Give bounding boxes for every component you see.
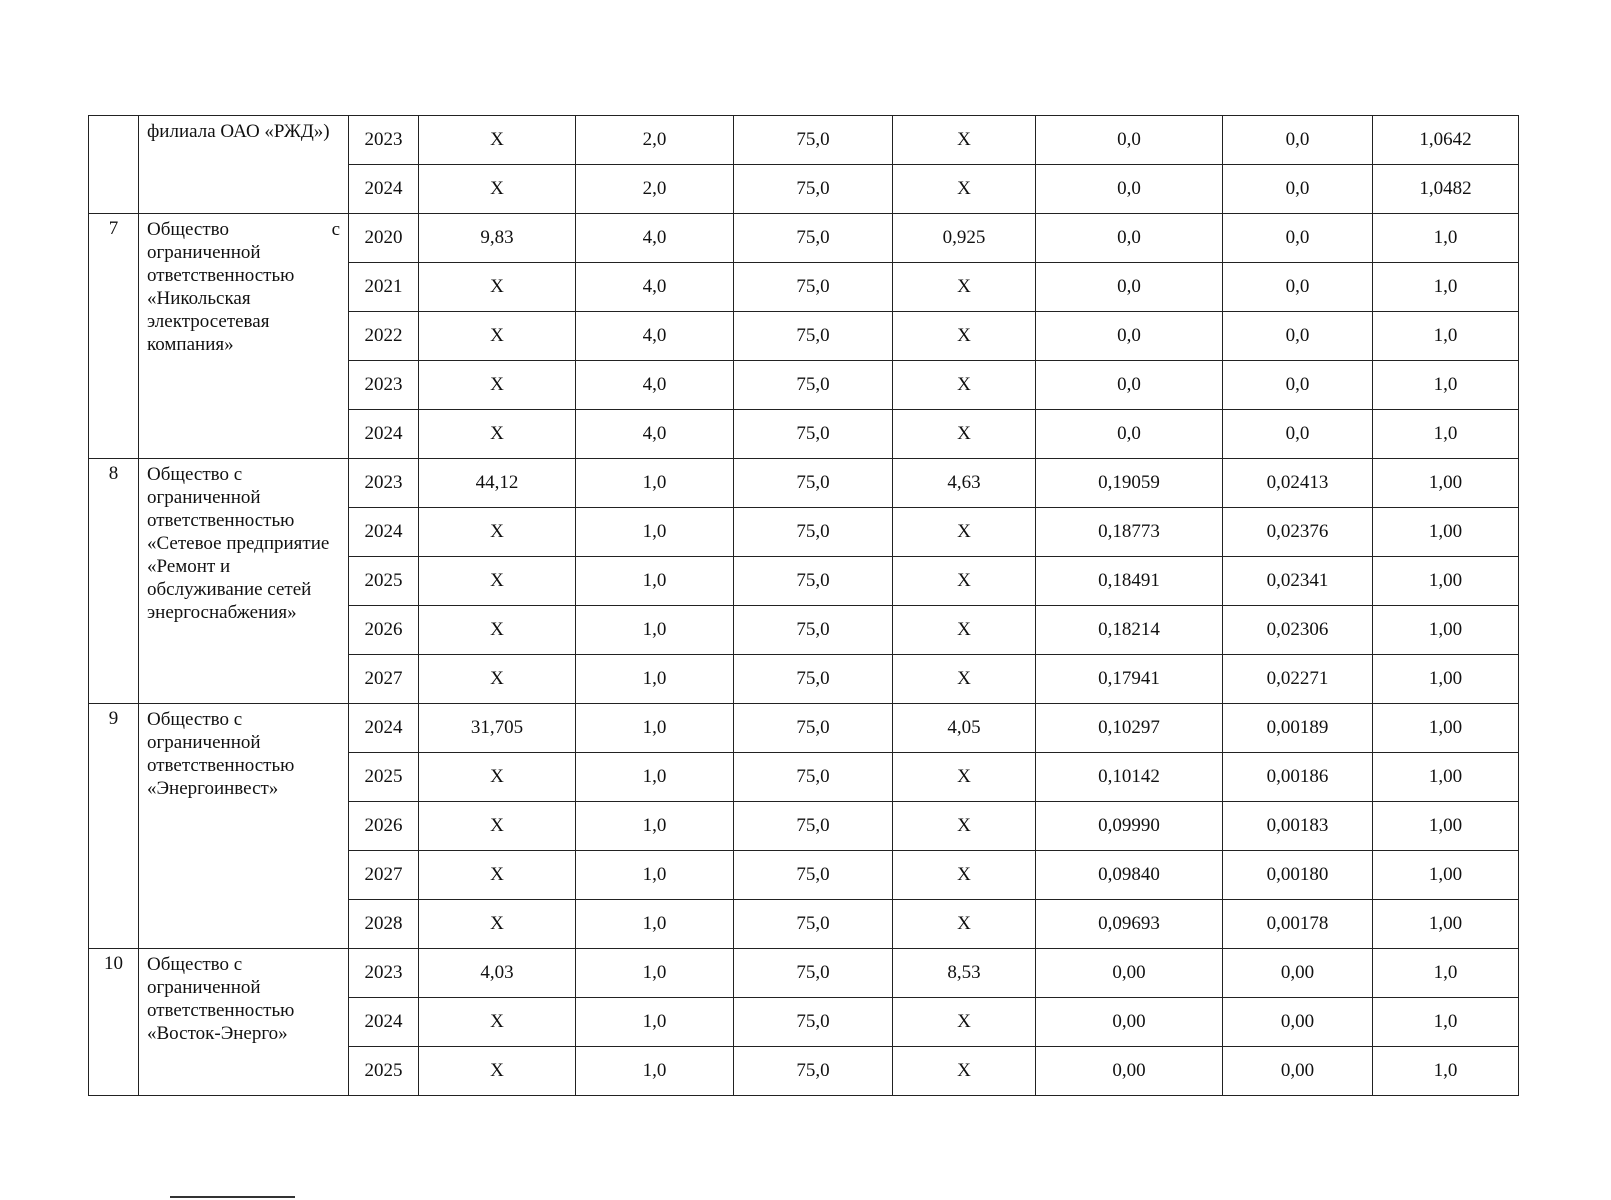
value-cell-1: 9,83 <box>419 214 576 263</box>
value-cell-6: 0,00186 <box>1223 753 1373 802</box>
value-cell-3: 75,0 <box>734 655 893 704</box>
value-cell-4: Х <box>893 508 1036 557</box>
value-cell-5: 0,0 <box>1036 312 1223 361</box>
value-cell-5: 0,0 <box>1036 165 1223 214</box>
value-cell-1: Х <box>419 802 576 851</box>
value-cell-2: 1,0 <box>576 1047 734 1096</box>
value-cell-7: 1,00 <box>1373 802 1519 851</box>
tariff-parameters-table <box>88 115 1519 1096</box>
year-cell: 2024 <box>349 998 419 1047</box>
value-cell-2: 4,0 <box>576 312 734 361</box>
value-cell-6: 0,00189 <box>1223 704 1373 753</box>
value-cell-7: 1,0 <box>1373 312 1519 361</box>
row-number-cell: 10 <box>89 949 139 1096</box>
value-cell-6: 0,02271 <box>1223 655 1373 704</box>
value-cell-5: 0,00 <box>1036 1047 1223 1096</box>
year-cell: 2022 <box>349 312 419 361</box>
year-cell: 2023 <box>349 361 419 410</box>
value-cell-7: 1,0 <box>1373 410 1519 459</box>
year-cell: 2024 <box>349 410 419 459</box>
value-cell-2: 1,0 <box>576 851 734 900</box>
value-cell-7: 1,0642 <box>1373 116 1519 165</box>
value-cell-1: 44,12 <box>419 459 576 508</box>
value-cell-3: 75,0 <box>734 165 893 214</box>
value-cell-2: 1,0 <box>576 606 734 655</box>
value-cell-5: 0,0 <box>1036 116 1223 165</box>
table-row <box>89 116 1519 165</box>
value-cell-4: Х <box>893 998 1036 1047</box>
value-cell-1: Х <box>419 1047 576 1096</box>
value-cell-3: 75,0 <box>734 998 893 1047</box>
value-cell-5: 0,17941 <box>1036 655 1223 704</box>
value-cell-4: Х <box>893 263 1036 312</box>
value-cell-5: 0,10297 <box>1036 704 1223 753</box>
value-cell-7: 1,00 <box>1373 704 1519 753</box>
row-number-cell <box>89 116 139 214</box>
value-cell-2: 2,0 <box>576 116 734 165</box>
value-cell-1: Х <box>419 116 576 165</box>
value-cell-7: 1,00 <box>1373 900 1519 949</box>
value-cell-3: 75,0 <box>734 410 893 459</box>
value-cell-7: 1,00 <box>1373 606 1519 655</box>
value-cell-5: 0,0 <box>1036 410 1223 459</box>
value-cell-3: 75,0 <box>734 312 893 361</box>
value-cell-3: 75,0 <box>734 361 893 410</box>
value-cell-6: 0,0 <box>1223 214 1373 263</box>
value-cell-4: Х <box>893 1047 1036 1096</box>
value-cell-7: 1,0 <box>1373 949 1519 998</box>
value-cell-6: 0,02341 <box>1223 557 1373 606</box>
value-cell-1: Х <box>419 900 576 949</box>
value-cell-6: 0,0 <box>1223 312 1373 361</box>
value-cell-2: 2,0 <box>576 165 734 214</box>
value-cell-7: 1,0 <box>1373 998 1519 1047</box>
value-cell-5: 0,18214 <box>1036 606 1223 655</box>
value-cell-3: 75,0 <box>734 900 893 949</box>
value-cell-7: 1,0 <box>1373 1047 1519 1096</box>
value-cell-7: 1,00 <box>1373 753 1519 802</box>
value-cell-2: 4,0 <box>576 410 734 459</box>
value-cell-7: 1,00 <box>1373 508 1519 557</box>
year-cell: 2024 <box>349 508 419 557</box>
value-cell-3: 75,0 <box>734 459 893 508</box>
year-cell: 2023 <box>349 459 419 508</box>
year-cell: 2023 <box>349 116 419 165</box>
value-cell-1: Х <box>419 753 576 802</box>
value-cell-1: Х <box>419 851 576 900</box>
value-cell-6: 0,0 <box>1223 263 1373 312</box>
value-cell-1: Х <box>419 655 576 704</box>
organization-name-cell: Общество с ограниченной ответственностью «Энергоинвест» <box>139 704 349 949</box>
value-cell-1: Х <box>419 263 576 312</box>
year-cell: 2027 <box>349 655 419 704</box>
value-cell-2: 4,0 <box>576 214 734 263</box>
value-cell-4: Х <box>893 557 1036 606</box>
value-cell-2: 1,0 <box>576 802 734 851</box>
value-cell-4: Х <box>893 802 1036 851</box>
value-cell-1: 4,03 <box>419 949 576 998</box>
value-cell-5: 0,09693 <box>1036 900 1223 949</box>
value-cell-1: Х <box>419 508 576 557</box>
value-cell-7: 1,00 <box>1373 557 1519 606</box>
value-cell-6: 0,00 <box>1223 1047 1373 1096</box>
value-cell-4: Х <box>893 606 1036 655</box>
row-number-cell: 7 <box>89 214 139 459</box>
value-cell-3: 75,0 <box>734 753 893 802</box>
value-cell-1: 31,705 <box>419 704 576 753</box>
value-cell-2: 4,0 <box>576 361 734 410</box>
value-cell-1: Х <box>419 361 576 410</box>
value-cell-4: Х <box>893 900 1036 949</box>
year-cell: 2025 <box>349 1047 419 1096</box>
value-cell-5: 0,09990 <box>1036 802 1223 851</box>
value-cell-4: Х <box>893 361 1036 410</box>
value-cell-4: Х <box>893 410 1036 459</box>
value-cell-7: 1,00 <box>1373 851 1519 900</box>
year-cell: 2025 <box>349 753 419 802</box>
value-cell-6: 0,00 <box>1223 949 1373 998</box>
value-cell-3: 75,0 <box>734 851 893 900</box>
value-cell-5: 0,00 <box>1036 998 1223 1047</box>
year-cell: 2026 <box>349 606 419 655</box>
value-cell-6: 0,0 <box>1223 361 1373 410</box>
value-cell-5: 0,00 <box>1036 949 1223 998</box>
value-cell-6: 0,0 <box>1223 165 1373 214</box>
year-cell: 2020 <box>349 214 419 263</box>
value-cell-4: Х <box>893 753 1036 802</box>
value-cell-4: 8,53 <box>893 949 1036 998</box>
value-cell-4: Х <box>893 116 1036 165</box>
value-cell-2: 1,0 <box>576 508 734 557</box>
value-cell-6: 0,02413 <box>1223 459 1373 508</box>
value-cell-4: Х <box>893 851 1036 900</box>
year-cell: 2028 <box>349 900 419 949</box>
value-cell-6: 0,00 <box>1223 998 1373 1047</box>
value-cell-6: 0,02306 <box>1223 606 1373 655</box>
value-cell-6: 0,02376 <box>1223 508 1373 557</box>
value-cell-6: 0,00180 <box>1223 851 1373 900</box>
value-cell-5: 0,18491 <box>1036 557 1223 606</box>
value-cell-4: 4,05 <box>893 704 1036 753</box>
value-cell-4: Х <box>893 312 1036 361</box>
value-cell-3: 75,0 <box>734 116 893 165</box>
value-cell-7: 1,00 <box>1373 459 1519 508</box>
value-cell-3: 75,0 <box>734 704 893 753</box>
bottom-rule <box>170 1196 295 1198</box>
table-row <box>89 704 1519 753</box>
value-cell-2: 1,0 <box>576 753 734 802</box>
organization-name-cell: филиала ОАО «РЖД») <box>139 116 349 214</box>
value-cell-2: 1,0 <box>576 998 734 1047</box>
value-cell-5: 0,0 <box>1036 263 1223 312</box>
value-cell-2: 1,0 <box>576 900 734 949</box>
row-number-cell: 9 <box>89 704 139 949</box>
table-row <box>89 949 1519 998</box>
value-cell-1: Х <box>419 312 576 361</box>
organization-name-cell: Общество с ограниченной ответственностью «Никольская электросетевая компания» <box>139 214 349 459</box>
value-cell-1: Х <box>419 998 576 1047</box>
value-cell-6: 0,0 <box>1223 116 1373 165</box>
value-cell-4: 4,63 <box>893 459 1036 508</box>
value-cell-1: Х <box>419 165 576 214</box>
year-cell: 2024 <box>349 165 419 214</box>
value-cell-5: 0,19059 <box>1036 459 1223 508</box>
value-cell-5: 0,09840 <box>1036 851 1223 900</box>
value-cell-3: 75,0 <box>734 557 893 606</box>
value-cell-2: 1,0 <box>576 704 734 753</box>
year-cell: 2027 <box>349 851 419 900</box>
value-cell-2: 1,0 <box>576 459 734 508</box>
value-cell-2: 4,0 <box>576 263 734 312</box>
value-cell-2: 1,0 <box>576 557 734 606</box>
value-cell-7: 1,0 <box>1373 263 1519 312</box>
year-cell: 2023 <box>349 949 419 998</box>
value-cell-6: 0,00183 <box>1223 802 1373 851</box>
value-cell-3: 75,0 <box>734 1047 893 1096</box>
year-cell: 2026 <box>349 802 419 851</box>
value-cell-7: 1,0 <box>1373 361 1519 410</box>
value-cell-7: 1,0 <box>1373 214 1519 263</box>
value-cell-2: 1,0 <box>576 655 734 704</box>
year-cell: 2025 <box>349 557 419 606</box>
value-cell-5: 0,0 <box>1036 214 1223 263</box>
value-cell-7: 1,0482 <box>1373 165 1519 214</box>
value-cell-1: Х <box>419 410 576 459</box>
table-row <box>89 214 1519 263</box>
value-cell-6: 0,00178 <box>1223 900 1373 949</box>
value-cell-5: 0,18773 <box>1036 508 1223 557</box>
value-cell-5: 0,0 <box>1036 361 1223 410</box>
row-number-cell: 8 <box>89 459 139 704</box>
table-row <box>89 459 1519 508</box>
value-cell-3: 75,0 <box>734 949 893 998</box>
organization-name-cell: Общество с ограниченной ответственностью «Восток-Энерго» <box>139 949 349 1096</box>
year-cell: 2024 <box>349 704 419 753</box>
value-cell-6: 0,0 <box>1223 410 1373 459</box>
value-cell-4: Х <box>893 655 1036 704</box>
table-body <box>89 116 1519 1096</box>
value-cell-3: 75,0 <box>734 263 893 312</box>
organization-name-cell: Общество с ограниченной ответственностью «Сетевое предприятие «Ремонт и обслуживание сетей энергоснабжения» <box>139 459 349 704</box>
year-cell: 2021 <box>349 263 419 312</box>
value-cell-4: 0,925 <box>893 214 1036 263</box>
value-cell-5: 0,10142 <box>1036 753 1223 802</box>
value-cell-1: Х <box>419 557 576 606</box>
value-cell-3: 75,0 <box>734 802 893 851</box>
value-cell-3: 75,0 <box>734 606 893 655</box>
value-cell-7: 1,00 <box>1373 655 1519 704</box>
value-cell-4: Х <box>893 165 1036 214</box>
value-cell-3: 75,0 <box>734 508 893 557</box>
value-cell-3: 75,0 <box>734 214 893 263</box>
value-cell-1: Х <box>419 606 576 655</box>
value-cell-2: 1,0 <box>576 949 734 998</box>
